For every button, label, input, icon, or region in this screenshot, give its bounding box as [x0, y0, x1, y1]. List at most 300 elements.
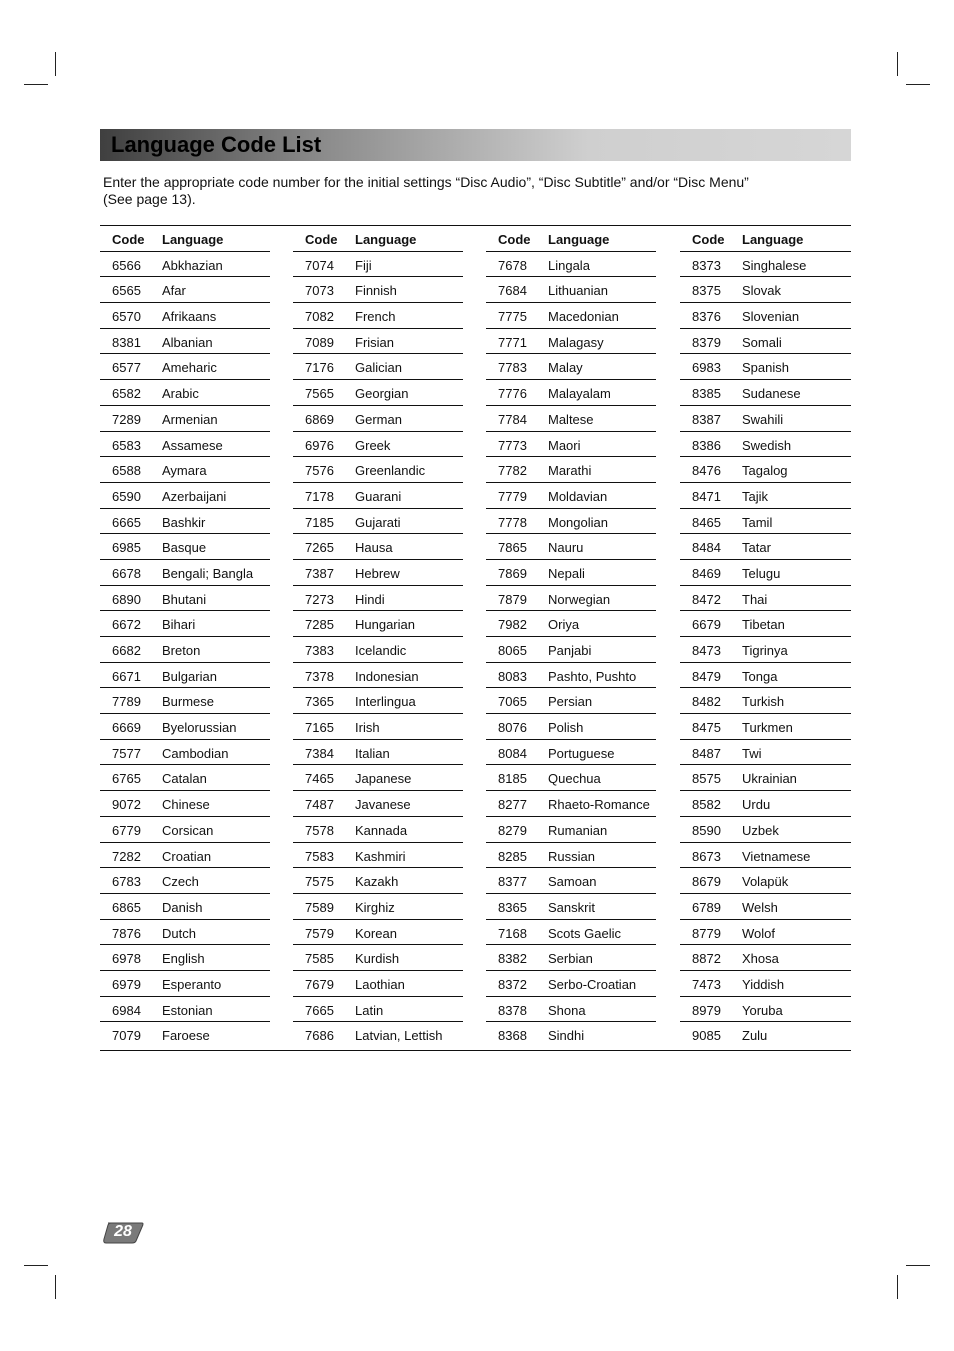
language-name: Rhaeto-Romance: [548, 797, 650, 813]
language-name: Icelandic: [355, 643, 407, 658]
table-row: [100, 765, 270, 791]
language-code: 7665: [305, 1002, 334, 1018]
language-name: Turkmen: [742, 720, 793, 736]
language-code: 7265: [305, 540, 334, 556]
table-row: [100, 791, 270, 817]
language-code: 6682: [112, 643, 141, 658]
language-code: 8376: [692, 309, 721, 325]
language-code: 8487: [692, 745, 721, 761]
table-row: [100, 354, 270, 380]
language-code: 8979: [692, 1002, 721, 1018]
table-row: [293, 509, 463, 535]
language-name: Tigrinya: [742, 643, 788, 658]
language-code: 7378: [305, 668, 334, 684]
language-name: Galician: [355, 360, 402, 376]
table-row: [680, 791, 851, 817]
language-code: 8381: [112, 334, 141, 350]
table-row: [293, 714, 463, 740]
language-code: 8375: [692, 283, 721, 299]
language-code: 6583: [112, 437, 141, 453]
table-row: [680, 920, 851, 946]
language-name: Greek: [355, 437, 391, 453]
language-name: Malay: [548, 360, 583, 376]
language-code: 7578: [305, 822, 334, 838]
language-code: 8469: [692, 565, 721, 581]
table-row: [486, 560, 656, 586]
table-row: [100, 457, 270, 483]
table-row: [100, 509, 270, 535]
header-code: Code: [305, 232, 338, 247]
language-code: 7779: [498, 488, 527, 504]
table-row: [100, 611, 270, 637]
language-code: 6665: [112, 514, 141, 530]
language-code: 7185: [305, 514, 334, 530]
table-row: [680, 843, 851, 869]
language-code: 8285: [498, 848, 527, 864]
language-name: Sudanese: [742, 386, 801, 402]
language-code: 7365: [305, 694, 334, 710]
language-code: 8084: [498, 745, 527, 761]
language-code: 7879: [498, 591, 527, 607]
language-name: Guarani: [355, 488, 402, 504]
table-row: [293, 740, 463, 766]
table-row: [100, 303, 270, 329]
language-name: Uzbek: [742, 822, 779, 838]
language-code: 8484: [692, 540, 721, 556]
table-row: [293, 688, 463, 714]
table-row: [100, 945, 270, 971]
language-code: 8365: [498, 899, 527, 915]
language-code: 7789: [112, 694, 141, 710]
table-row: [680, 509, 851, 535]
language-code: 6765: [112, 771, 141, 787]
language-code: 6590: [112, 488, 141, 504]
language-code: 8382: [498, 951, 527, 967]
language-name: German: [355, 411, 402, 427]
language-code: 6976: [305, 437, 334, 453]
language-name: Slovenian: [742, 309, 800, 325]
language-code: 8378: [498, 1002, 527, 1018]
language-name: Pashto, Pushto: [548, 668, 637, 684]
table-row: [680, 714, 851, 740]
table-row: [680, 765, 851, 791]
language-name: Ameharic: [162, 360, 217, 376]
language-name: Samoan: [548, 874, 597, 890]
language-code: 7577: [112, 745, 141, 761]
intro-text: [103, 174, 863, 208]
table-row: [680, 971, 851, 997]
language-name: English: [162, 951, 205, 967]
language-name: Spanish: [742, 360, 789, 376]
language-name: Abkhazian: [162, 257, 223, 273]
table-row: [100, 483, 270, 509]
table-row: [680, 997, 851, 1023]
table-row: [486, 945, 656, 971]
language-code: 7784: [498, 411, 527, 427]
table-row: [100, 1022, 270, 1048]
language-name: Telugu: [742, 565, 781, 581]
language-code: 7583: [305, 848, 334, 864]
table-row: [293, 843, 463, 869]
table-row: [293, 971, 463, 997]
language-code: 8590: [692, 822, 721, 838]
table-row: [100, 817, 270, 843]
language-name: Croatian: [162, 848, 212, 864]
language-name: Persian: [548, 694, 593, 710]
language-code: 7065: [498, 694, 527, 710]
language-name: Tibetan: [742, 617, 785, 633]
language-code: 7289: [112, 411, 141, 427]
table-row: [486, 252, 656, 278]
crop-mark: [24, 1265, 48, 1266]
language-name: Italian: [355, 745, 390, 761]
language-name: Albanian: [162, 334, 213, 350]
language-code: 7684: [498, 283, 527, 299]
table-row: [293, 534, 463, 560]
language-name: Gujarati: [355, 514, 401, 530]
page-title: Language Code List: [111, 132, 322, 157]
language-code: 6669: [112, 720, 141, 736]
language-name: Burmese: [162, 694, 215, 710]
language-name: Nauru: [548, 540, 584, 556]
language-name: Kannada: [355, 822, 408, 838]
table-row: [293, 457, 463, 483]
table-row: [486, 663, 656, 689]
table-row: [680, 637, 851, 663]
table-row: [100, 380, 270, 406]
language-name: Czech: [162, 874, 199, 890]
language-code: 6984: [112, 1002, 141, 1018]
crop-mark: [55, 1275, 56, 1299]
language-name: Interlingua: [355, 694, 416, 710]
language-code: 8379: [692, 334, 721, 350]
language-code: 6678: [112, 565, 141, 581]
language-code: 7465: [305, 771, 334, 787]
language-name: Aymara: [162, 463, 207, 479]
language-code: 7165: [305, 720, 334, 736]
code-column-1: [100, 226, 270, 1048]
table-row: [680, 457, 851, 483]
language-name: Lingala: [548, 257, 590, 273]
crop-mark: [906, 84, 930, 85]
language-code: 7168: [498, 925, 527, 941]
language-name: Tamil: [742, 514, 773, 530]
table-row: [486, 380, 656, 406]
language-name: Chinese: [162, 797, 210, 813]
table-row: [486, 894, 656, 920]
language-name: Bengali; Bangla: [162, 565, 254, 581]
language-name: Kirghiz: [355, 899, 395, 915]
table-header-row: [100, 226, 270, 252]
table-row: [100, 252, 270, 278]
language-code: 8475: [692, 720, 721, 736]
language-name: Urdu: [742, 797, 771, 813]
language-code: 8476: [692, 463, 721, 479]
table-bottom-rule: [100, 1050, 851, 1051]
table-row: [100, 894, 270, 920]
table-row: [680, 406, 851, 432]
language-code: 7678: [498, 257, 527, 273]
table-row: [293, 997, 463, 1023]
language-code: 6566: [112, 257, 141, 273]
language-name: Swahili: [742, 411, 784, 427]
table-row: [100, 714, 270, 740]
table-row: [293, 303, 463, 329]
language-name: Tonga: [742, 668, 778, 684]
language-code: 8679: [692, 874, 721, 890]
table-row: [680, 560, 851, 586]
language-code: 6671: [112, 668, 141, 684]
language-name: Oriya: [548, 617, 580, 633]
language-code: 8582: [692, 797, 721, 813]
language-name: Danish: [162, 899, 203, 915]
table-row: [680, 586, 851, 612]
language-name: Rumanian: [548, 822, 608, 838]
language-name: Afrikaans: [162, 309, 217, 325]
language-code: 6865: [112, 899, 141, 915]
table-row: [680, 252, 851, 278]
table-row: [486, 997, 656, 1023]
table-row: [293, 894, 463, 920]
language-code: 6679: [692, 617, 721, 633]
language-name: Yiddish: [742, 976, 785, 992]
language-name: Kashmiri: [355, 848, 406, 864]
language-name: Catalan: [162, 771, 207, 787]
language-code: 7282: [112, 848, 141, 864]
table-row: [486, 483, 656, 509]
language-code: 7384: [305, 745, 334, 761]
language-code: 8465: [692, 514, 721, 530]
language-name: Frisian: [355, 334, 395, 350]
table-row: [486, 534, 656, 560]
language-code: 6983: [692, 360, 721, 376]
code-column-3: [486, 226, 656, 1048]
language-name: Hebrew: [355, 565, 400, 581]
language-code: 6582: [112, 386, 141, 402]
language-code: 7579: [305, 925, 334, 941]
table-row: [100, 586, 270, 612]
table-row: [486, 586, 656, 612]
header-code: Code: [692, 232, 725, 247]
table-row: [680, 354, 851, 380]
language-code: 7679: [305, 976, 334, 992]
language-name: Portuguese: [548, 745, 615, 761]
language-name: Byelorussian: [162, 720, 237, 736]
language-code: 8377: [498, 874, 527, 890]
language-code: 7487: [305, 797, 334, 813]
language-name: Slovak: [742, 283, 782, 299]
table-row: [293, 817, 463, 843]
language-name: Singhalese: [742, 257, 807, 273]
language-name: Tagalog: [742, 463, 788, 479]
language-name: Latin: [355, 1002, 384, 1018]
language-code: 8065: [498, 643, 527, 658]
language-name: Javanese: [355, 797, 411, 813]
table-row: [680, 817, 851, 843]
language-code: 7383: [305, 643, 334, 658]
table-row: [680, 380, 851, 406]
table-row: [680, 740, 851, 766]
language-code: 8479: [692, 668, 721, 684]
language-name: Quechua: [548, 771, 601, 787]
language-code: 7783: [498, 360, 527, 376]
language-name: Shona: [548, 1002, 586, 1018]
table-row: [293, 1022, 463, 1048]
language-name: Lithuanian: [548, 283, 608, 299]
table-row: [100, 997, 270, 1023]
table-row: [486, 843, 656, 869]
page-number: 28: [114, 1223, 132, 1240]
language-name: Sindhi: [548, 1028, 585, 1044]
language-name: Turkish: [742, 694, 785, 710]
table-row: [680, 303, 851, 329]
table-row: [680, 277, 851, 303]
language-name: Cambodian: [162, 745, 229, 761]
table-row: [293, 354, 463, 380]
table-row: [680, 688, 851, 714]
language-code: 8372: [498, 976, 527, 992]
table-row: [293, 765, 463, 791]
language-name: Twi: [742, 745, 762, 761]
language-code: 7585: [305, 951, 334, 967]
language-name: Bihari: [162, 617, 196, 633]
language-name: Xhosa: [742, 951, 779, 967]
language-name: Dutch: [162, 925, 196, 941]
language-name: Indonesian: [355, 668, 419, 684]
language-code: 8482: [692, 694, 721, 710]
table-row: [486, 457, 656, 483]
language-code: 7073: [305, 283, 334, 299]
language-code: 7565: [305, 386, 334, 402]
language-code: 6985: [112, 540, 141, 556]
language-name: Serbian: [548, 951, 593, 967]
table-row: [293, 663, 463, 689]
table-row: [100, 740, 270, 766]
language-code: 8076: [498, 720, 527, 736]
language-name: Hindi: [355, 591, 385, 607]
intro-line-2: (See page 13).: [103, 191, 196, 207]
language-name: Vietnamese: [742, 848, 811, 864]
language-name: Sanskrit: [548, 899, 595, 915]
crop-mark: [24, 84, 48, 85]
language-code: 7775: [498, 309, 527, 325]
table-row: [293, 329, 463, 355]
table-row: [100, 534, 270, 560]
table-row: [100, 329, 270, 355]
language-code: 7686: [305, 1028, 334, 1044]
table-row: [293, 920, 463, 946]
language-code: 8277: [498, 797, 527, 813]
table-row: [100, 688, 270, 714]
table-row: [680, 483, 851, 509]
table-row: [680, 894, 851, 920]
language-name: Fiji: [355, 257, 372, 273]
language-name: Norwegian: [548, 591, 611, 607]
table-row: [100, 868, 270, 894]
table-row: [293, 560, 463, 586]
table-row: [486, 354, 656, 380]
language-name: Malagasy: [548, 334, 604, 350]
language-name: Marathi: [548, 463, 592, 479]
language-code: 6869: [305, 411, 334, 427]
language-code: 8368: [498, 1028, 527, 1044]
language-name: Welsh: [742, 899, 778, 915]
language-name: Serbo-Croatian: [548, 976, 637, 992]
page-title-bar: [100, 129, 851, 161]
language-name: Japanese: [355, 771, 412, 787]
table-row: [680, 1022, 851, 1048]
crop-mark: [897, 52, 898, 76]
language-code: 7771: [498, 334, 527, 350]
language-name: Latvian, Lettish: [355, 1028, 443, 1044]
language-name: Breton: [162, 643, 201, 658]
table-header-row: [293, 226, 463, 252]
language-name: Bashkir: [162, 514, 206, 530]
language-code: 7982: [498, 617, 527, 633]
table-row: [680, 534, 851, 560]
language-code: 6783: [112, 874, 141, 890]
table-row: [486, 509, 656, 535]
language-code: 7273: [305, 591, 334, 607]
language-name: Bhutani: [162, 591, 207, 607]
language-code: 7387: [305, 565, 334, 581]
language-code: 7079: [112, 1028, 141, 1044]
language-name: Finnish: [355, 283, 397, 299]
table-row: [100, 637, 270, 663]
header-language: Language: [548, 232, 610, 247]
table-row: [293, 406, 463, 432]
language-name: Thai: [742, 591, 768, 607]
language-code: 7776: [498, 386, 527, 402]
language-name: Yoruba: [742, 1002, 783, 1018]
intro-line-1: Enter the appropriate code number for the initial settings “Disc Audio”, “Disc Subtitle” and/or “Disc Menu”: [103, 174, 749, 190]
language-name: Korean: [355, 925, 397, 941]
table-row: [486, 1022, 656, 1048]
table-row: [486, 868, 656, 894]
table-row: [486, 432, 656, 458]
table-row: [100, 406, 270, 432]
language-name: Tatar: [742, 540, 771, 556]
language-name: Mongolian: [548, 514, 608, 530]
table-row: [486, 740, 656, 766]
language-name: Laothian: [355, 976, 405, 992]
language-name: Macedonian: [548, 309, 619, 325]
header-language: Language: [162, 232, 224, 247]
language-name: French: [355, 309, 396, 325]
language-name: Panjabi: [548, 643, 592, 658]
language-name: Maori: [548, 437, 581, 453]
table-row: [100, 920, 270, 946]
language-name: Polish: [548, 720, 584, 736]
language-code: 7869: [498, 565, 527, 581]
language-code: 8083: [498, 668, 527, 684]
table-row: [680, 611, 851, 637]
table-row: [680, 663, 851, 689]
language-code: 7589: [305, 899, 334, 915]
language-name: Zulu: [742, 1028, 768, 1044]
language-code: 8473: [692, 643, 721, 658]
language-name: Tajik: [742, 488, 769, 504]
language-name: Bulgarian: [162, 668, 217, 684]
language-code: 8779: [692, 925, 721, 941]
table-row: [293, 252, 463, 278]
language-code: 8387: [692, 411, 721, 427]
language-name: Irish: [355, 720, 380, 736]
table-row: [100, 971, 270, 997]
table-row: [100, 432, 270, 458]
header-code: Code: [498, 232, 531, 247]
table-row: [680, 329, 851, 355]
